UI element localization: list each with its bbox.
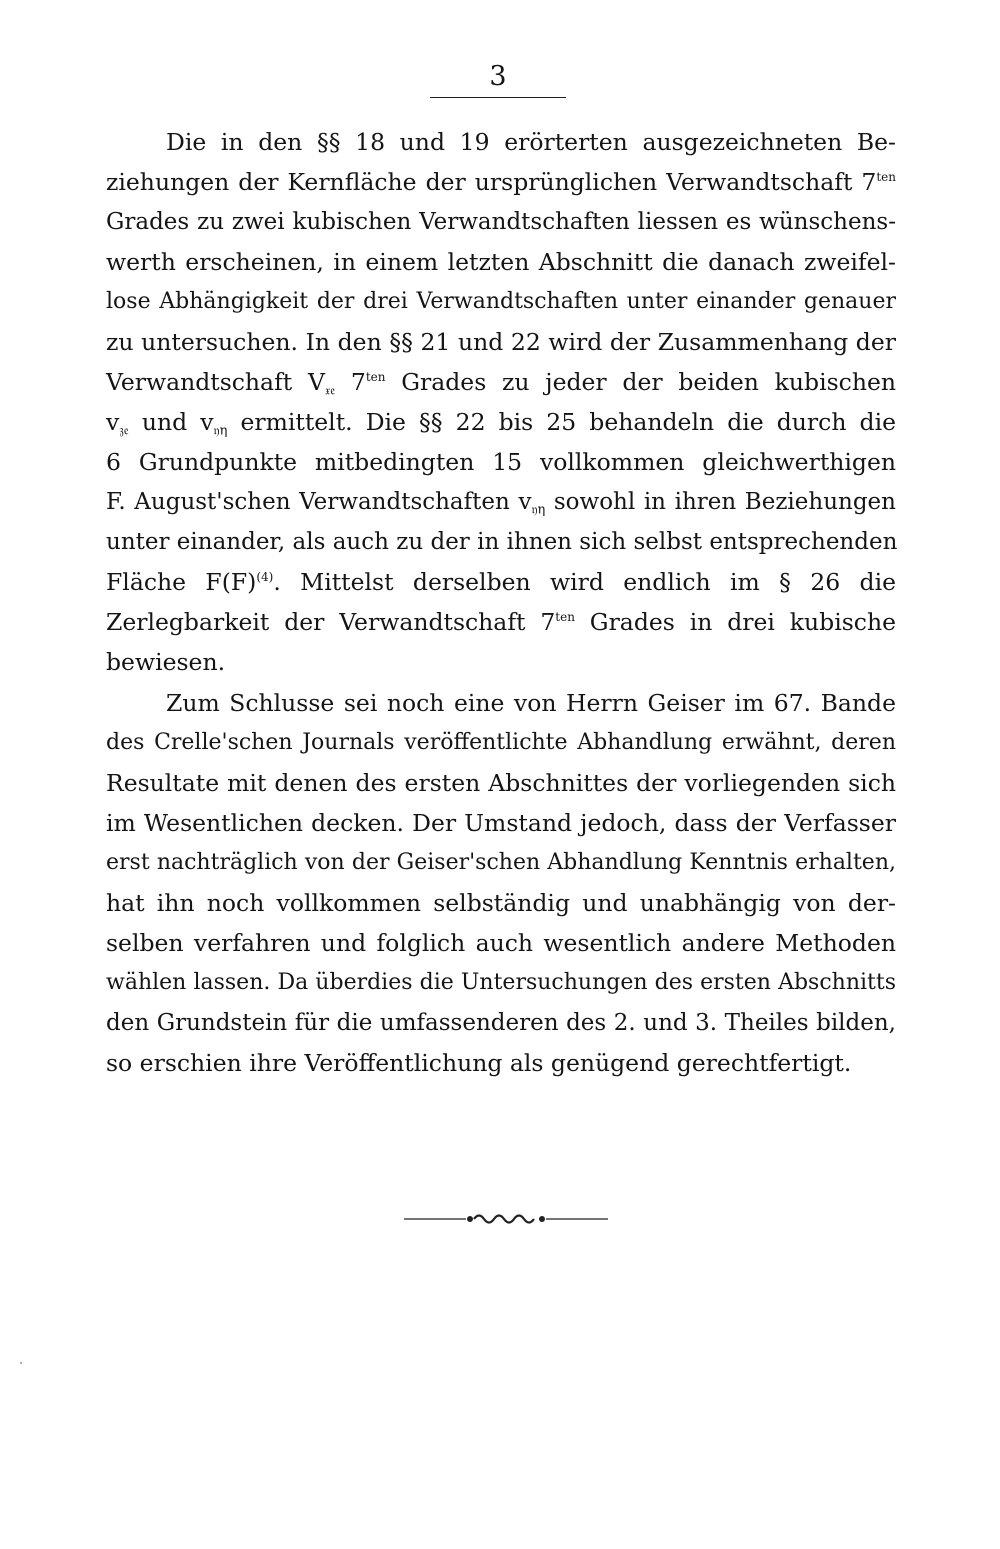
page-number-rule xyxy=(430,97,566,98)
text-line: $v_{𝔷𝔢}$ und $v_{𝔶\eta}$ ermittelt. Die §§ 22 bis 25 behandeln die durch die xyxy=(106,408,897,439)
text-line: den Grundstein für die umfassenderen des 2. und 3. Theiles bilden, xyxy=(106,1010,896,1036)
superscript: ten xyxy=(365,370,386,384)
text-line: Zum Schlusse sei noch eine von Herrn Geiser im 67. Bande xyxy=(166,689,896,717)
text-line: zu untersuchen. In den §§ 21 und 22 wird der Zusammenhang der xyxy=(106,328,896,356)
subscript: 𝔵𝔢 xyxy=(324,383,336,399)
text-line: erst nachträglich von der Geiser'schen Abhandlung Kenntnis erhalten, xyxy=(106,850,896,875)
text-line: 6 Grundpunkte mitbedingten 15 vollkommen gleichwerthigen xyxy=(106,448,896,476)
text-line: unter einander, als auch zu der in ihnen sich selbst entsprechenden xyxy=(106,529,898,555)
superscript: ten xyxy=(876,170,896,184)
subscript: 𝔶η xyxy=(531,502,546,518)
text-line: bewiesen. xyxy=(106,648,226,676)
text-line: Verwandtschaft $V_{𝔵𝔢}$ $7^{ten}$ Grades zu jeder der beiden kubischen xyxy=(106,368,897,399)
text-line: selben verfahren und folglich auch wesentlich andere Methoden xyxy=(106,929,896,957)
text-line: Grades zu zwei kubischen Verwandtschaften liessen es wünschens- xyxy=(106,209,896,235)
section-end-ornament xyxy=(404,1207,608,1231)
text-line: ziehungen der Kernfläche der ursprünglichen Verwandtschaft $7^{ten}$ xyxy=(106,168,896,196)
text-line: Die in den §§ 18 und 19 erörterten ausgezeichneten Be- xyxy=(166,128,896,156)
text-line: im Wesentlichen decken. Der Umstand jedoch, dass der Verfasser xyxy=(106,809,896,837)
superscript: (4) xyxy=(256,570,274,584)
superscript: ten xyxy=(555,610,575,624)
text-line: hat ihn noch vollkommen selbständig und unabhängig von der- xyxy=(106,889,896,917)
text-line: des Crelle'schen Journals veröffentlichte Abhandlung erwähnt, deren xyxy=(106,730,896,755)
text-line: so erschien ihre Veröffentlichung als genügend gerechtfertigt. xyxy=(106,1049,852,1077)
text-line: F. August'schen Verwandtschaften $v_{𝔶\eta}$ sowohl in ihren Beziehungen xyxy=(106,489,896,518)
text-line: Resultate mit denen des ersten Abschnittes der vorliegenden sich xyxy=(106,769,896,797)
subscript: 𝔶η xyxy=(213,423,228,439)
text-line: lose Abhängigkeit der drei Verwandtschaften unter einander genauer xyxy=(106,289,896,314)
text-line: werth erscheinen, in einem letzten Abschnitt die danach zweifel- xyxy=(106,248,896,276)
subscript: 𝔷𝔢 xyxy=(119,423,129,439)
paper-speck xyxy=(20,1362,22,1364)
text-line: Zerlegbarkeit der Verwandtschaft $7^{ten}$ Grades in drei kubische xyxy=(106,608,896,636)
page-number: 3 xyxy=(489,61,507,92)
text-line: wählen lassen. Da überdies die Untersuchungen des ersten Abschnitts xyxy=(106,970,896,995)
text-line: Fläche $F(F)^{(4)}$. Mittelst derselben wird endlich im § 26 die xyxy=(106,568,896,596)
